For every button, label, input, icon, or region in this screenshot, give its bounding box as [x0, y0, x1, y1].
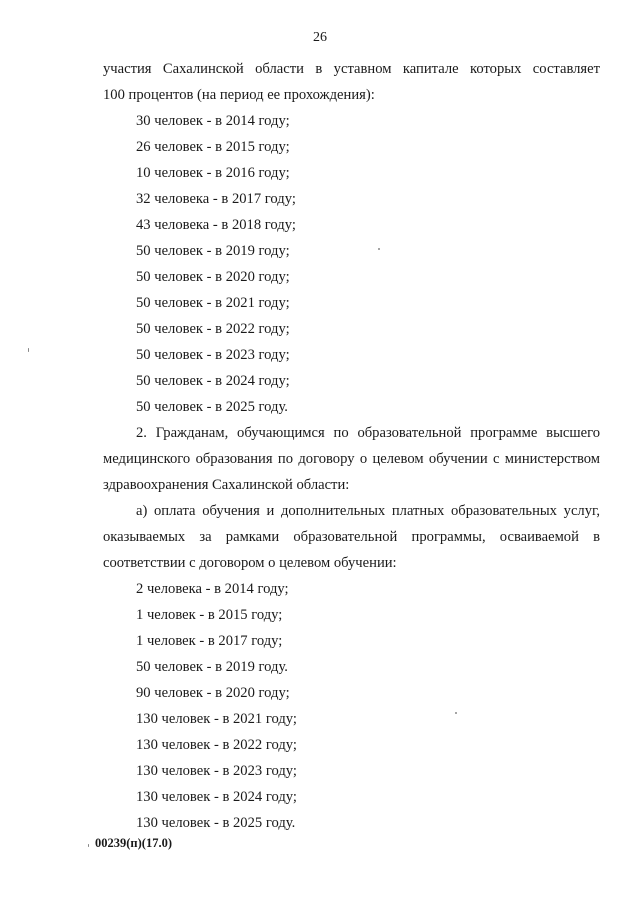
intro-line-1: участия Сахалинской области в уставном капитале которых составляет [103, 61, 600, 77]
list-item: 130 человек - в 2023 году; [136, 763, 297, 779]
list-first [103, 108, 600, 420]
list-item: 130 человек - в 2021 году; [136, 711, 297, 727]
list-item: 10 человек - в 2016 году; [136, 165, 290, 181]
list-item: 50 человек - в 2024 году; [136, 373, 290, 389]
list-item: 32 человека - в 2017 году; [136, 191, 296, 207]
document-code: 00239(п)(17.0) [95, 836, 172, 850]
subsection-a-paragraph: а) оплата обучения и дополнительных платных образовательных услуг, оказываемых за рамками образовательной программы, осваиваемой в соответствии с договором о целевом обучении: [103, 503, 600, 571]
list-item: 130 человек - в 2025 году. [136, 815, 296, 831]
list-item: 50 человек - в 2025 году. [136, 399, 288, 415]
list-item: 90 человек - в 2020 году; [136, 685, 290, 701]
list-item: 43 человека - в 2018 году; [136, 217, 296, 233]
document-body [103, 56, 600, 836]
scan-speck [378, 248, 380, 250]
list-item: 50 человек - в 2022 году; [136, 321, 290, 337]
list-item: 130 человек - в 2024 году; [136, 789, 297, 805]
list-second [103, 576, 600, 836]
list-item: 2 человека - в 2014 году; [136, 581, 289, 597]
list-item: 30 человек - в 2014 году; [136, 113, 290, 129]
page-number: 26 [313, 30, 327, 45]
list-item: 26 человек - в 2015 году; [136, 139, 290, 155]
section-2-paragraph: 2. Гражданам, обучающимся по образовательной программе высшего медицинского образования по договору о целевом обучении с министерством здравоохранения Сахалинской области: [103, 425, 600, 493]
list-item: 50 человек - в 2019 году. [136, 659, 288, 675]
scan-speck [28, 348, 29, 352]
list-item: 50 человек - в 2019 году; [136, 243, 290, 259]
list-item: 50 человек - в 2023 году; [136, 347, 290, 363]
list-item: 1 человек - в 2015 году; [136, 607, 283, 623]
scan-speck [88, 844, 89, 847]
list-item: 130 человек - в 2022 году; [136, 737, 297, 753]
list-item: 50 человек - в 2020 году; [136, 269, 290, 285]
list-item: 50 человек - в 2021 году; [136, 295, 290, 311]
intro-line-2: 100 процентов (на период ее прохождения): [103, 87, 375, 103]
scan-speck [455, 712, 457, 714]
list-item: 1 человек - в 2017 году; [136, 633, 283, 649]
